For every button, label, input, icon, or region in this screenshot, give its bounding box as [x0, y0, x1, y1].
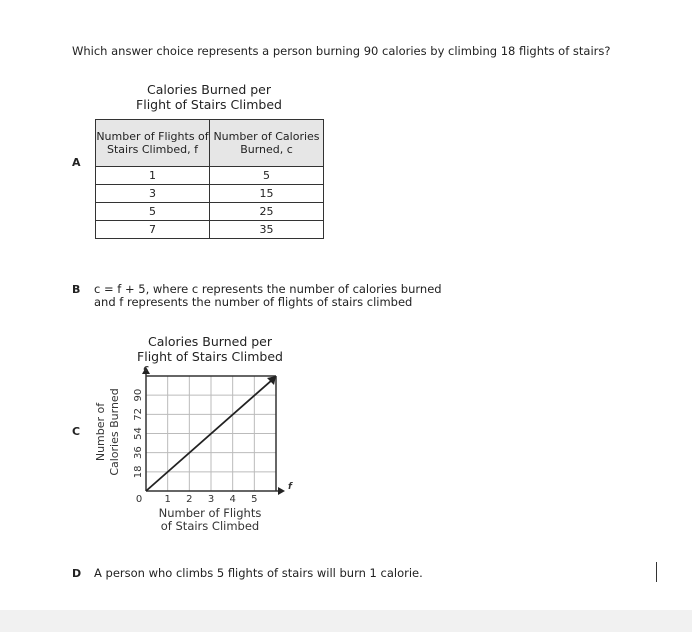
choice-b-line1: c = f + 5, where c represents the number of calories burned: [94, 282, 442, 296]
x-tick-label: 2: [186, 494, 193, 505]
y-axis-label-line2: Calories Burned: [108, 388, 121, 476]
choice-b-letter[interactable]: B: [72, 283, 81, 296]
choice-c-letter[interactable]: C: [72, 425, 81, 438]
cell: 7: [96, 221, 210, 239]
x-axis-arrow-icon: [278, 487, 285, 495]
x-tick-label: 4: [229, 494, 236, 505]
series-line: [146, 380, 272, 491]
graph-title-line2: Flight of Stairs Climbed: [137, 349, 283, 364]
y-tick-label: 36: [133, 446, 144, 460]
y-axis-label-line1: Number of: [94, 402, 107, 462]
x-tick-label: 5: [251, 494, 258, 505]
cell: 35: [210, 221, 324, 239]
cell: 15: [210, 185, 324, 203]
bottom-bar: [0, 610, 692, 632]
x-axis-label-line1: Number of Flights: [158, 506, 262, 520]
y-tick-label: 18: [133, 465, 144, 479]
choice-d-text: A person who climbs 5 flights of stairs will burn 1 calorie.: [94, 566, 423, 580]
origin-label: 0: [135, 494, 143, 505]
cell: 1: [96, 167, 210, 185]
x-tick-label: 3: [207, 494, 215, 505]
y-tick-label: 90: [133, 388, 144, 402]
text-cursor: [656, 562, 657, 582]
table-title-line1: Calories Burned per: [147, 82, 271, 97]
header-calories: Number of Calories Burned, c: [210, 120, 324, 167]
cell: 5: [96, 203, 210, 221]
choice-b-line2: and f represents the number of flights of stairs climbed: [94, 295, 413, 309]
x-axis-label-line2: of Stairs Climbed: [160, 519, 260, 533]
graph-title-line1: Calories Burned per: [148, 334, 272, 349]
choice-a-letter[interactable]: A: [72, 156, 81, 169]
x-tick-label: 1: [164, 494, 171, 505]
choice-d-letter[interactable]: D: [72, 567, 82, 580]
y-tick-label: 72: [133, 407, 144, 421]
y-axis-var: c: [143, 364, 149, 374]
x-axis-var: f: [288, 482, 292, 492]
header-flights: Number of Flights of Stairs Climbed, f: [96, 120, 210, 167]
cell: 5: [210, 167, 324, 185]
y-tick-label: 54: [133, 427, 144, 440]
cell: 25: [210, 203, 324, 221]
question-text: Which answer choice represents a person burning 90 calories by climbing 18 flights of stairs?: [72, 44, 611, 58]
cell: 3: [96, 185, 210, 203]
table-title-line2: Flight of Stairs Climbed: [136, 97, 282, 112]
